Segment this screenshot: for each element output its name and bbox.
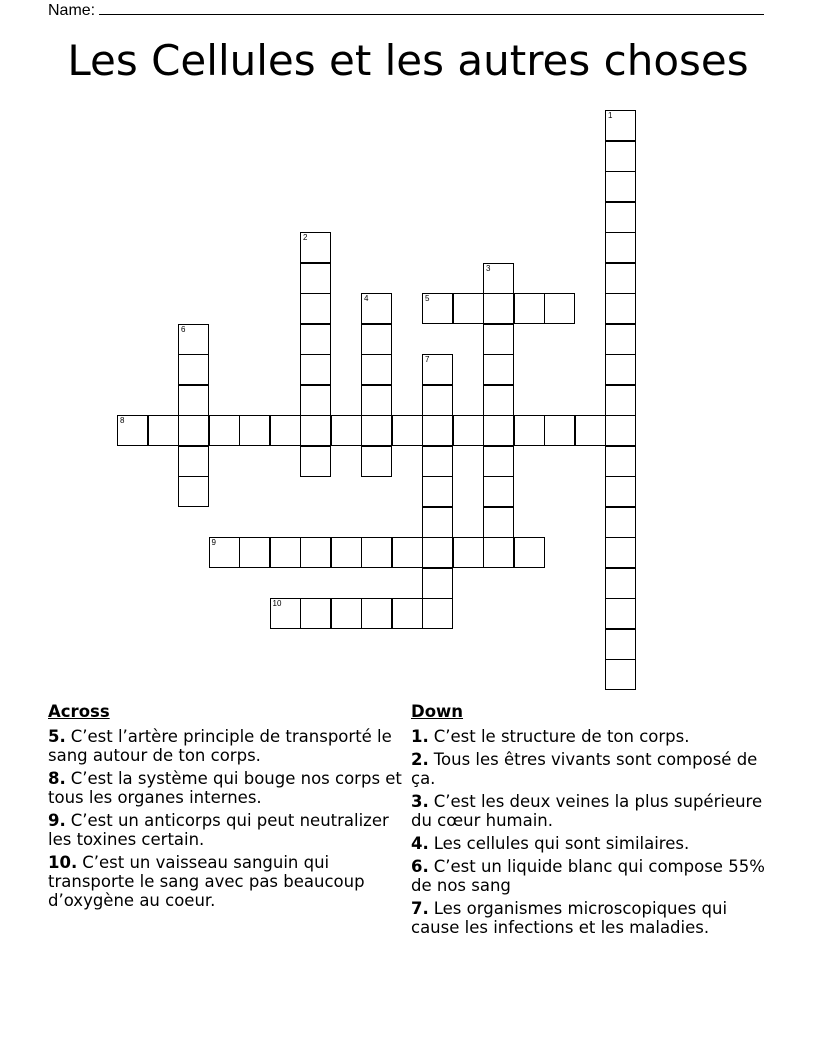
crossword-cell[interactable] [605, 171, 636, 202]
crossword-cell[interactable] [178, 476, 209, 507]
cell-number: 6 [181, 324, 186, 334]
crossword-cell[interactable] [239, 415, 270, 446]
clue-text: C’est un anticorps qui peut neutralizer les toxines certain. [48, 811, 389, 849]
crossword-cell[interactable] [361, 354, 392, 385]
crossword-cell[interactable] [453, 415, 484, 446]
crossword-cell[interactable] [605, 354, 636, 385]
crossword-cell[interactable] [300, 293, 331, 324]
clue-text: C’est un vaisseau sanguin qui transporte le sang avec pas beaucoup d’oxygène au coeur. [48, 853, 365, 910]
crossword-cell[interactable] [422, 568, 453, 599]
crossword-cell[interactable] [331, 537, 362, 568]
crossword-cell[interactable] [300, 324, 331, 355]
crossword-cell[interactable] [483, 537, 514, 568]
cell-number: 8 [120, 416, 125, 425]
down-heading: Down [411, 702, 464, 721]
crossword-cell[interactable] [605, 629, 636, 660]
crossword-cell[interactable] [300, 446, 331, 477]
crossword-cell[interactable] [392, 598, 423, 629]
crossword-cell[interactable] [575, 415, 606, 446]
crossword-cell[interactable] [331, 598, 362, 629]
down-clue [411, 792, 771, 830]
crossword-cell[interactable] [483, 324, 514, 355]
crossword-cell[interactable] [209, 415, 240, 446]
clue-number: 3. [411, 792, 429, 811]
crossword-cell[interactable] [605, 568, 636, 599]
cell-number: 10 [272, 599, 282, 608]
crossword-cell[interactable] [422, 354, 453, 385]
crossword-cell[interactable] [605, 293, 636, 324]
crossword-cell[interactable] [605, 141, 636, 172]
crossword-cell[interactable] [422, 598, 453, 629]
crossword-cell[interactable] [300, 537, 331, 568]
crossword-cell[interactable] [178, 446, 209, 477]
crossword-cell[interactable] [422, 537, 453, 568]
crossword-cell[interactable] [605, 385, 636, 416]
crossword-cell[interactable] [453, 293, 484, 324]
crossword-cell[interactable] [361, 415, 392, 446]
clue-number: 10. [48, 853, 78, 872]
crossword-cell[interactable] [605, 232, 636, 263]
crossword-cell[interactable] [300, 415, 331, 446]
down-clues [411, 702, 771, 941]
crossword-cell[interactable] [148, 415, 179, 446]
crossword-cell[interactable] [514, 415, 545, 446]
clue-number: 7. [411, 899, 429, 918]
clue-text: C’est les deux veines la plus supérieure du cœur humain. [411, 792, 763, 830]
crossword-cell[interactable] [300, 598, 331, 629]
crossword-cell[interactable] [605, 202, 636, 233]
crossword-cell[interactable] [483, 385, 514, 416]
crossword-cell[interactable] [239, 537, 270, 568]
crossword-cell[interactable] [605, 476, 636, 507]
clue-number: 5. [48, 727, 66, 746]
down-clue [411, 750, 771, 788]
down-clue [411, 899, 771, 937]
cell-number: 1 [608, 111, 613, 120]
across-heading: Across [48, 702, 110, 721]
clue-number: 6. [411, 857, 429, 876]
crossword-cell[interactable] [422, 293, 453, 324]
clue-number: 2. [411, 750, 429, 769]
crossword-cell[interactable] [605, 598, 636, 629]
crossword-cell[interactable] [361, 537, 392, 568]
cell-number: 4 [364, 294, 369, 303]
crossword-cell[interactable] [270, 537, 301, 568]
crossword-cell[interactable] [605, 446, 636, 477]
crossword-cell[interactable] [453, 537, 484, 568]
across-clue [48, 811, 408, 849]
clue-number: 9. [48, 811, 66, 830]
crossword-cell[interactable] [331, 415, 362, 446]
crossword-cell[interactable] [605, 507, 636, 538]
across-clue [48, 853, 408, 910]
crossword-cell[interactable] [209, 537, 240, 568]
crossword-cell[interactable] [270, 598, 301, 629]
crossword-cell[interactable] [514, 293, 545, 324]
crossword-cell[interactable] [361, 293, 392, 324]
crossword-cell[interactable] [361, 385, 392, 416]
down-clue [411, 834, 771, 853]
crossword-cell[interactable] [605, 263, 636, 294]
crossword-cell[interactable] [544, 293, 575, 324]
name-label: Name: [48, 2, 96, 19]
crossword-cell[interactable] [361, 446, 392, 477]
crossword-cell[interactable] [483, 415, 514, 446]
crossword-cell[interactable] [605, 537, 636, 568]
crossword-cell[interactable] [514, 537, 545, 568]
across-clue [48, 727, 408, 765]
crossword-cell[interactable] [392, 537, 423, 568]
crossword-cell[interactable] [422, 415, 453, 446]
crossword-cell[interactable] [300, 232, 331, 263]
down-clue [411, 727, 771, 746]
crossword-cell[interactable] [483, 446, 514, 477]
crossword-cell[interactable] [422, 507, 453, 538]
cell-number: 3 [486, 263, 491, 273]
clue-text: C’est la système qui bouge nos corps et tous les organes internes. [48, 769, 402, 807]
crossword-cell[interactable] [392, 415, 423, 446]
crossword-cell[interactable] [117, 415, 148, 446]
crossword-cell[interactable] [300, 385, 331, 416]
crossword-cell[interactable] [422, 476, 453, 507]
crossword-cell[interactable] [605, 324, 636, 355]
cell-number: 2 [303, 233, 308, 242]
clue-number: 1. [411, 727, 429, 746]
crossword-cell[interactable] [270, 415, 301, 446]
crossword-cell[interactable] [300, 263, 331, 294]
across-clues [48, 702, 408, 914]
crossword-cell[interactable] [178, 415, 209, 446]
crossword-cell[interactable] [483, 507, 514, 538]
crossword-cell[interactable] [361, 324, 392, 355]
clue-text: C’est un liquide blanc qui compose 55% de nos sang [411, 857, 765, 895]
crossword-cell[interactable] [544, 415, 575, 446]
across-clue [48, 769, 408, 807]
page-title: Les Cellules et les autres choses [67, 36, 749, 85]
down-clue [411, 857, 771, 895]
crossword-cell[interactable] [422, 446, 453, 477]
crossword-cell[interactable] [178, 324, 209, 355]
crossword-cell[interactable] [483, 293, 514, 324]
clue-number: 4. [411, 834, 429, 853]
cell-number: 7 [425, 355, 430, 364]
clue-text: Tous les êtres vivants sont composé de ça. [411, 750, 758, 788]
crossword-cell[interactable] [605, 659, 636, 690]
clue-text: Les cellules qui sont similaires. [433, 834, 690, 853]
crossword-cell[interactable] [605, 415, 636, 446]
crossword-cell[interactable] [178, 385, 209, 416]
cell-number: 5 [425, 294, 430, 303]
crossword-cell[interactable] [483, 476, 514, 507]
clue-text: Les organismes microscopiques qui cause les infections et les maladies. [411, 899, 728, 937]
clue-text: C’est le structure de ton corps. [433, 727, 690, 746]
cell-number: 9 [211, 538, 216, 547]
crossword-cell[interactable] [483, 354, 514, 385]
crossword-cell[interactable] [422, 385, 453, 416]
clue-text: C’est l’artère principle de transporté le sang autour de ton corps. [48, 727, 392, 765]
crossword-cell[interactable] [483, 263, 514, 294]
crossword-cell[interactable] [300, 354, 331, 385]
clue-number: 8. [48, 769, 66, 788]
crossword-cell[interactable] [361, 598, 392, 629]
crossword-cell[interactable] [178, 354, 209, 385]
crossword-cell[interactable] [605, 110, 636, 141]
